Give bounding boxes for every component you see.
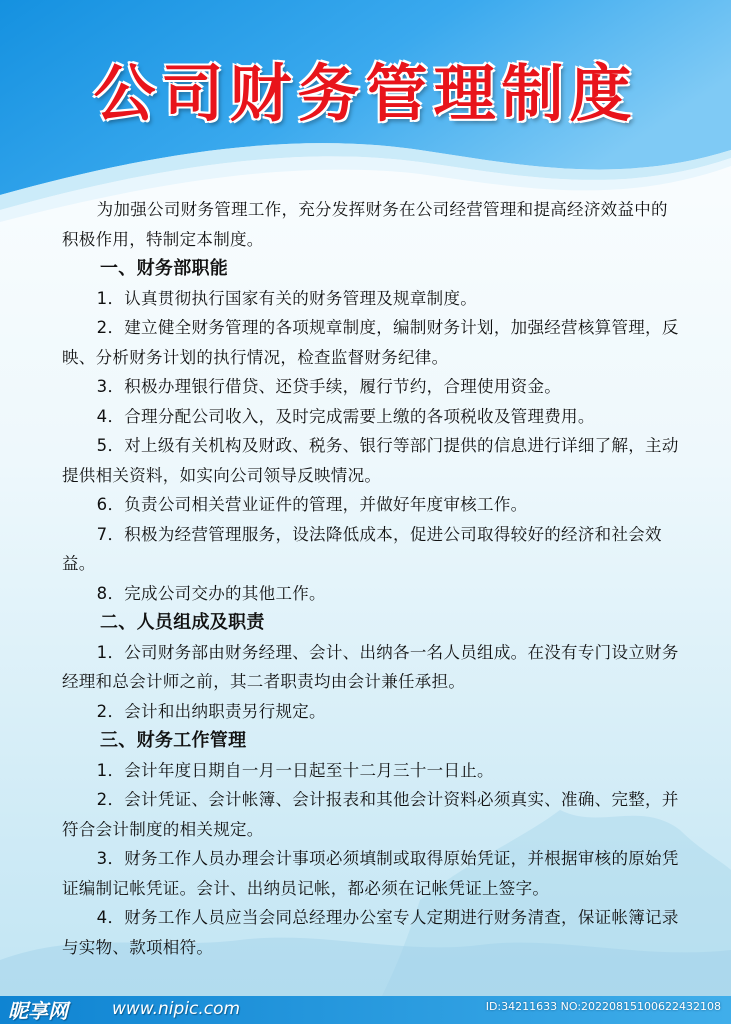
watermark-logo: 昵享网 — [8, 999, 68, 1023]
list-item: 6．负责公司相关营业证件的管理，并做好年度审核工作。 — [96, 495, 528, 514]
list-item: 7．积极为经营管理服务，设法降低成本，促进公司取得较好的经济和社会效益。 — [62, 524, 662, 573]
list-item: 2．会计和出纳职责另行规定。 — [96, 701, 326, 721]
list-item: 3．积极办理银行借贷、还贷手续，履行节约，合理使用资金。 — [96, 377, 562, 396]
list-item: 8．完成公司交办的其他工作。 — [96, 583, 326, 603]
list-item: 3．财务工作人员办理会计事项必须填制或取得原始凭证，并根据审核的原始凭证编制记帐凭证。会计、出纳员记帐，都必须在记帐凭证上签字。 — [62, 849, 679, 898]
list-item: 5．对上级有关机构及财政、税务、银行等部门提供的信息进行详细了解，主动提供相关资料，如实向公司领导反映情况。 — [62, 436, 679, 485]
list-item: 1．认真贯彻执行国家有关的财务管理及规章制度。 — [96, 288, 478, 308]
section-heading: 一、财务部职能 — [100, 258, 229, 279]
list-item: 2．会计凭证、会计帐簿、会计报表和其他会计资料必须真实、准确、完整，并符合会计制度的相关规定。 — [62, 790, 679, 839]
section-heading: 三、财务工作管理 — [100, 730, 247, 751]
page-title: 公司财务管理制度 — [93, 57, 638, 130]
list-item: 4．合理分配公司收入，及时完成需要上缴的各项税收及管理费用。 — [96, 406, 595, 426]
list-item: 1．会计年度日期自一月一日起至十二月三十一日止。 — [96, 760, 494, 780]
watermark-url: www.nipic.com — [112, 999, 241, 1019]
list-item: 1．公司财务部由财务经理、会计、出纳各一名人员组成。在没有专门设立财务经理和总会计师之前，其二者职责均由会计兼任承担。 — [62, 642, 679, 691]
document-body — [62, 195, 682, 962]
section-heading: 二、人员组成及职责 — [100, 612, 265, 633]
watermark-id: ID:34211633 NO:20220815100622432108 — [485, 1000, 721, 1013]
intro-paragraph: 为加强公司财务管理工作，充分发挥财务在公司经营管理和提高经济效益中的积极作用，特制定本制度。 — [62, 200, 668, 249]
list-item: 2．建立健全财务管理的各项规章制度，编制财务计划，加强经营核算管理，反映、分析财务计划的执行情况，检查监督财务纪律。 — [62, 318, 679, 367]
list-item: 4．财务工作人员应当会同总经理办公室专人定期进行财务清查，保证帐簿记录与实物、款项相符。 — [62, 908, 679, 957]
